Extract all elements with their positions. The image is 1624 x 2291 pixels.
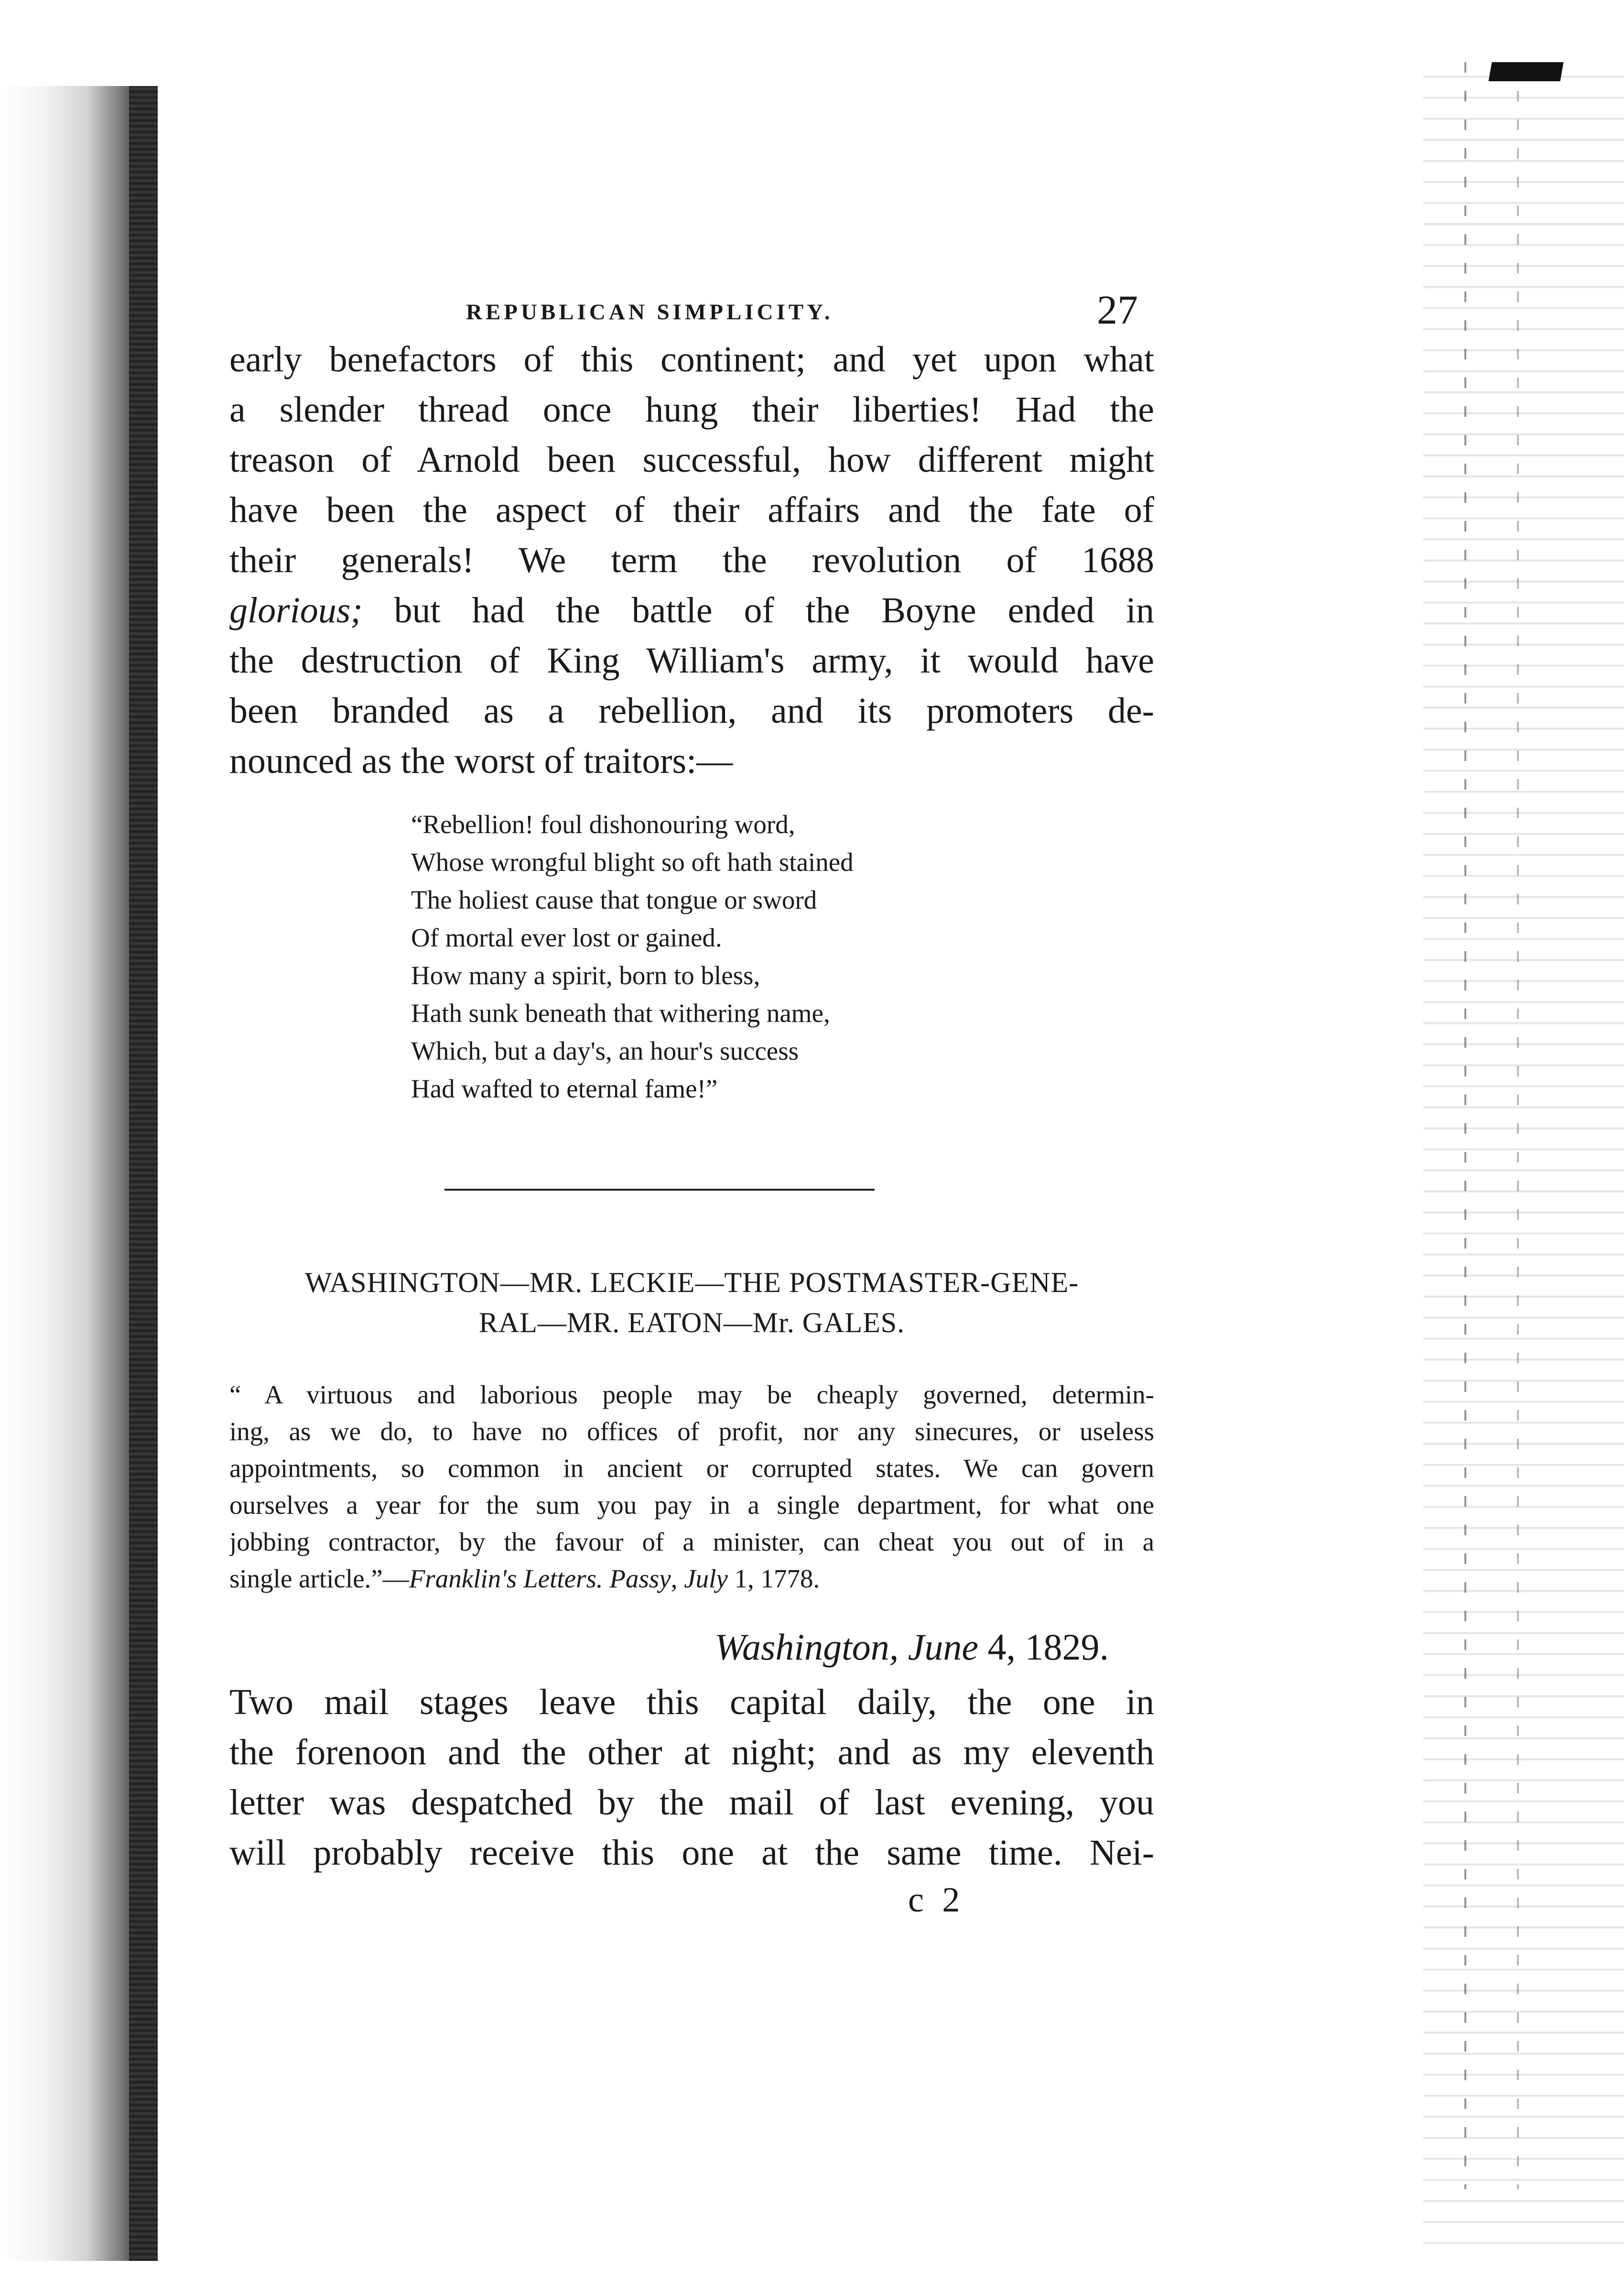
book-page [229, 268, 1166, 1921]
text-line: early benefactors of this continent; and yet upon what [229, 339, 1154, 380]
dateline-date: 4, 1829. [978, 1626, 1109, 1668]
section-divider [444, 1189, 875, 1191]
scan-binding-shadow [0, 86, 158, 2261]
italic-word: glorious; [229, 590, 363, 630]
text-line: treason of Arnold been successful, how different might [229, 440, 1154, 480]
epigraph-line: jobbing contractor, by the favour of a minister, can cheat you out of in a [229, 1527, 1154, 1556]
epigraph-line: ourselves a year for the sum you pay in a single department, for what one [229, 1490, 1154, 1520]
epigraph-line: ing, as we do, to have no offices of profit, nor any sinecures, or useless [229, 1417, 1154, 1446]
epigraph-place: Passy [609, 1564, 671, 1593]
epigraph-line: “ A virtuous and laborious people may be cheaply governed, determin- [229, 1380, 1154, 1409]
section-heading-line: RAL—MR. EATON—Mr. GALES. [478, 1307, 905, 1338]
scan-fold-line [1464, 62, 1466, 2189]
scan-fold-line [1517, 62, 1519, 2189]
poem-verse: “Rebellion! foul dishonouring word, [411, 810, 795, 839]
signature-mark: c 2 [908, 1880, 965, 1920]
text-line: the forenoon and the other at night; and as my eleventh [229, 1732, 1154, 1772]
text-fragment: single article.”— [229, 1564, 409, 1593]
text-line: letter was despatched by the mail of last evening, you [229, 1782, 1154, 1823]
poem-verse: Which, but a day's, an hour's success [411, 1036, 799, 1065]
epigraph-line: appointments, so common in ancient or corrupted states. We can govern [229, 1454, 1154, 1483]
scan-right-edge [1423, 57, 1624, 2256]
epigraph-date: 1, 1778. [727, 1564, 820, 1593]
epigraph-month: July [684, 1564, 728, 1593]
text-line: nounced as the worst of traitors:— [229, 741, 733, 781]
text-line: Two mail stages leave this capital daily, the one in [229, 1682, 1154, 1722]
poem-verse: How many a spirit, born to bless, [411, 961, 760, 990]
text-line: will probably receive this one at the same time. Nei- [229, 1833, 1154, 1873]
opening-paragraph [229, 335, 1154, 786]
text-line: been branded as a rebellion, and its promoters de- [229, 691, 1154, 731]
epigraph-source: Franklin's Letters. [409, 1564, 603, 1593]
text-fragment: but had the battle of the Boyne ended in [362, 590, 1154, 630]
text-line: their generals! We term the revolution of 1688 [229, 540, 1154, 580]
text-line: have been the aspect of their affairs and the fate of [229, 490, 1154, 530]
scan-fold-corner [1488, 62, 1563, 81]
poem-verse: The holiest cause that tongue or sword [411, 885, 817, 914]
poem-quotation [411, 805, 1166, 1107]
text-line: a slender thread once hung their liberties! Had the [229, 390, 1154, 430]
text-fragment: , [671, 1564, 684, 1593]
poem-verse: Had wafted to eternal fame!” [411, 1074, 718, 1103]
dateline-place: Washington, June [715, 1626, 978, 1668]
section-heading-line: WASHINGTON—MR. LECKIE—THE POSTMASTER-GENE- [304, 1267, 1079, 1298]
running-title: REPUBLICAN SIMPLICITY. [466, 300, 834, 325]
poem-verse: Hath sunk beneath that withering name, [411, 999, 830, 1028]
section-heading [229, 1262, 1154, 1343]
page-number: 27 [1097, 287, 1138, 333]
letter-paragraph [229, 1677, 1154, 1878]
running-head [229, 268, 1166, 335]
epigraph-line [229, 1560, 1154, 1597]
letter-dateline [229, 1626, 1154, 1669]
poem-verse: Whose wrongful blight so oft hath stained [411, 847, 854, 877]
poem-verse: Of mortal ever lost or gained. [411, 923, 722, 952]
text-line [229, 586, 1154, 636]
epigraph-quotation [229, 1376, 1154, 1597]
text-line: the destruction of King William's army, it would have [229, 641, 1154, 681]
